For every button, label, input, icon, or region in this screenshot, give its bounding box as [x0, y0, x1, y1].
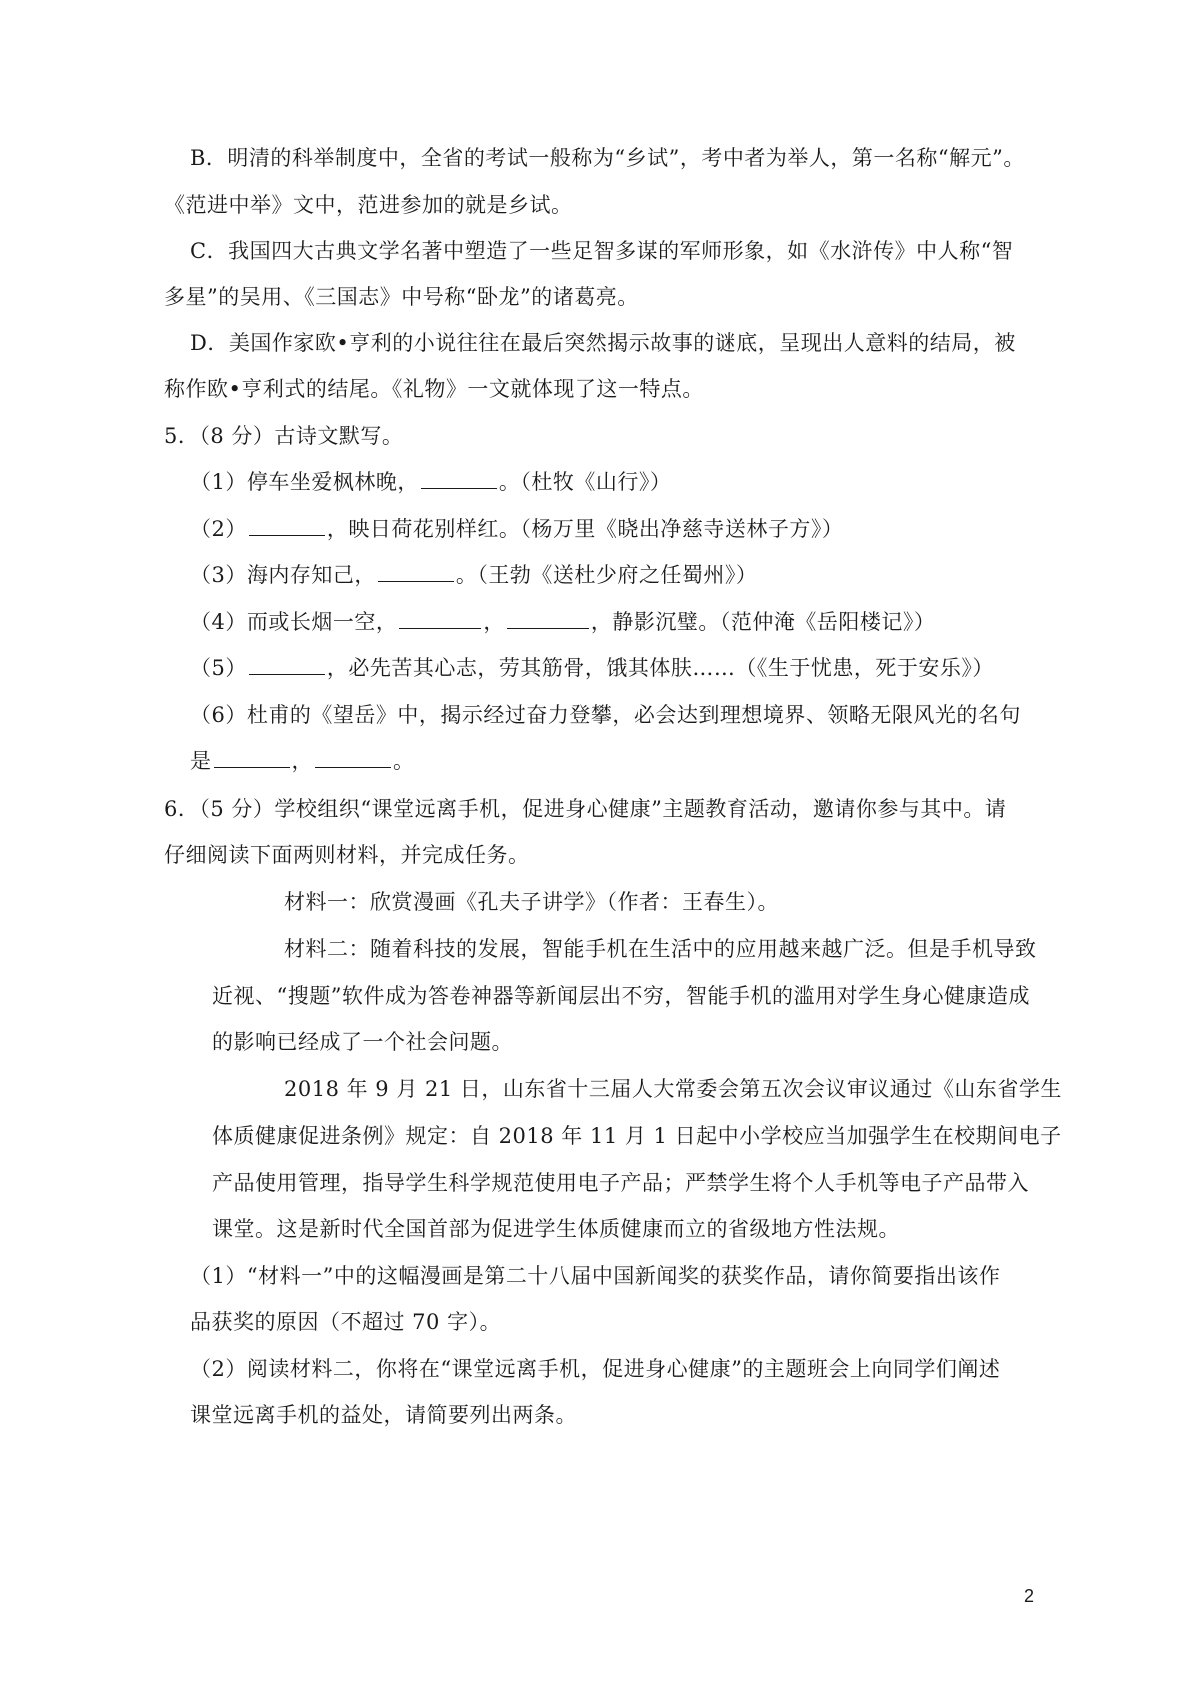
page-number: 2: [1024, 1586, 1035, 1606]
material-2-p2-line-4: 课堂。这是新时代全国首部为促进学生体质健康而立的省级地方性法规。: [212, 1217, 900, 1241]
task-1-line-2: 品获奖的原因（不超过 70 字）。: [190, 1310, 502, 1334]
q5-item-1-after: 。（杜牧《山行》）: [498, 470, 672, 494]
answer-blank: [399, 608, 481, 629]
q5-item-2-after: ，映日荷花别样红。（杨万里《晓出净慈寺送林子方》）: [326, 517, 844, 541]
option-b-line-2: 《范进中举》文中，范进参加的就是乡试。: [164, 193, 573, 217]
task-2-line-2: 课堂远离手机的益处，请简要列出两条。: [190, 1403, 577, 1427]
q5-item-6-line-2: [190, 746, 415, 776]
task-2-line-1: （2）阅读材料二，你将在“课堂远离手机，促进身心健康”的主题班会上向同学们阐述: [190, 1357, 1001, 1381]
q5-item-5-before: （5）: [190, 656, 247, 680]
q5-item-1-before: （1）停车坐爱枫林晚，: [190, 470, 419, 494]
q5-item-2-before: （2）: [190, 517, 247, 541]
option-b-line-1: B．明清的科举制度中，全省的考试一般称为“乡试”，考中者为举人，第一名称“解元”。: [190, 146, 1025, 170]
answer-blank: [315, 747, 391, 768]
q5-item-4: [190, 607, 935, 637]
material-1: 材料一：欣赏漫画《孔夫子讲学》（作者：王春生）。: [284, 890, 779, 914]
q5-item-6-mid: ，: [291, 749, 313, 773]
q5-item-3: [190, 560, 757, 590]
answer-blank: [421, 468, 497, 489]
answer-blank: [378, 561, 454, 582]
answer-blank: [507, 608, 589, 629]
q5-item-3-before: （3）海内存知己，: [190, 563, 376, 587]
answer-blank: [249, 515, 325, 536]
option-c-line-1: C．我国四大古典文学名著中塑造了一些足智多谋的军师形象，如《水浒传》中人称“智: [190, 239, 1014, 263]
question-6-line-2: 仔细阅读下面两则材料，并完成任务。: [164, 843, 530, 867]
option-d-line-2: 称作欧•亨利式的结尾。《礼物》一文就体现了这一特点。: [164, 377, 704, 401]
q5-item-4-mid: ，: [483, 610, 505, 634]
answer-blank: [214, 747, 290, 768]
material-2-line-2: 近视、“搜题”软件成为答卷神器等新闻层出不穷，智能手机的滥用对学生身心健康造成: [212, 984, 1030, 1008]
q5-item-2: [190, 514, 843, 544]
material-2-p2-line-2: 体质健康促进条例》规定：自 2018 年 11 月 1 日起中小学校应当加强学生在校期间电子: [212, 1124, 1062, 1148]
option-d-line-1: D．美国作家欧•亨利的小说往往在最后突然揭示故事的谜底，呈现出人意料的结局，被: [190, 331, 1016, 355]
option-c-line-2: 多星”的吴用、《三国志》中号称“卧龙”的诸葛亮。: [164, 285, 639, 309]
q5-item-4-before: （4）而或长烟一空，: [190, 610, 398, 634]
task-1-line-1: （1）“材料一”中的这幅漫画是第二十八届中国新闻奖的获奖作品，请你简要指出该作: [190, 1264, 1001, 1288]
question-5-header: 5．（8 分）古诗文默写。: [164, 424, 404, 448]
material-2-line-3: 的影响已经成了一个社会问题。: [212, 1030, 513, 1054]
material-2-p2-line-1: 2018 年 9 月 21 日，山东省十三届人大常委会第五次会议审议通过《山东省学生: [284, 1077, 1062, 1101]
material-2-line-1: 材料二：随着科技的发展，智能手机在生活中的应用越来越广泛。但是手机导致: [284, 937, 1037, 961]
q5-item-4-after: ，静影沉璧。（范仲淹《岳阳楼记》）: [590, 610, 936, 634]
q5-item-5-after: ，必先苦其心志，劳其筋骨，饿其体肤……（《生于忧患，死于安乐》）: [326, 656, 994, 680]
q5-item-6-before: 是: [190, 749, 212, 773]
q5-item-6-line-1: （6）杜甫的《望岳》中，揭示经过奋力登攀，必会达到理想境界、领略无限风光的名句: [190, 703, 1021, 727]
answer-blank: [249, 654, 325, 675]
material-2-p2-line-3: 产品使用管理，指导学生科学规范使用电子产品；严禁学生将个人手机等电子产品带入: [212, 1171, 1029, 1195]
q5-item-1: [190, 467, 671, 497]
question-6-line-1: 6．（5 分）学校组织“课堂远离手机，促进身心健康”主题教育活动，邀请你参与其中。请: [164, 797, 1007, 821]
q5-item-6-after: 。: [393, 749, 415, 773]
q5-item-5: [190, 653, 994, 683]
q5-item-3-after: 。（王勃《送杜少府之任蜀州》）: [455, 563, 758, 587]
